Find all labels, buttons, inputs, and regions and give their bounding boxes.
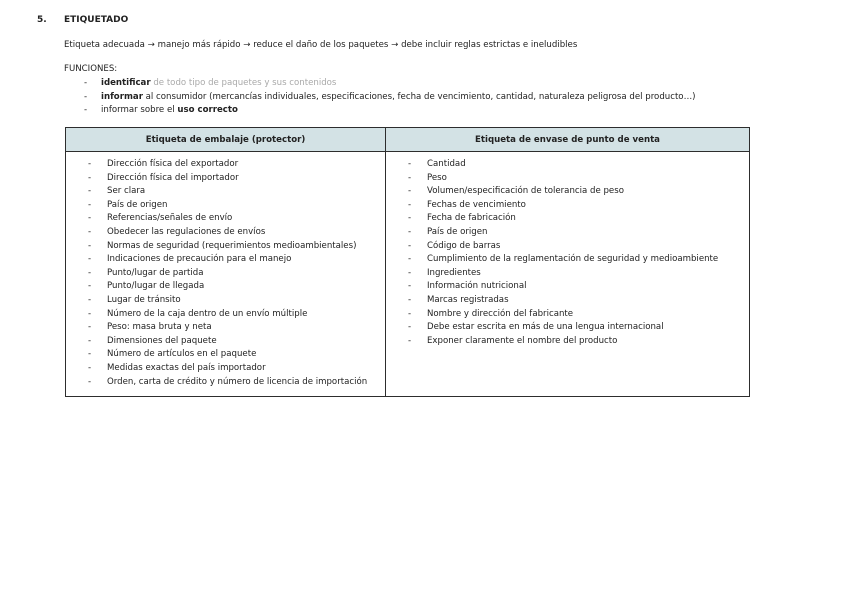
- list-item: [88, 253, 385, 267]
- list-item: [408, 212, 749, 226]
- list-item: [88, 185, 385, 199]
- embalaje-cell: [66, 152, 386, 397]
- list-item: [408, 294, 749, 308]
- list-item: [408, 253, 749, 267]
- item-text: Peso: [427, 172, 447, 183]
- item-text: Nombre y dirección del fabricante: [427, 308, 574, 319]
- list-item: [408, 280, 749, 294]
- item-keyword: uso correcto: [177, 105, 238, 115]
- funciones-label: FUNCIONES:: [64, 64, 118, 74]
- list-item: [408, 240, 749, 254]
- envase-cell: [386, 152, 750, 397]
- item-text: Ingredientes: [427, 267, 481, 278]
- bullet-dash: -: [88, 335, 92, 346]
- bullet-dash: -: [408, 186, 412, 197]
- bullet-dash: -: [408, 294, 412, 305]
- bullet-dash: -: [84, 91, 88, 102]
- item-text: al consumidor (mercancías individuales, especificaciones, fecha de vencimiento, cantidad, naturaleza peligrosa del producto…): [142, 91, 696, 102]
- table-header-row: [66, 128, 750, 152]
- list-item: [88, 199, 385, 213]
- bullet-dash: -: [408, 199, 412, 210]
- bullet-dash: -: [408, 322, 412, 333]
- list-item: [88, 212, 385, 226]
- item-text: Indicaciones de precaución para el manejo: [107, 254, 292, 265]
- table-row: [66, 152, 750, 397]
- item-text: Dirección física del exportador: [107, 159, 239, 169]
- bullet-dash: -: [88, 213, 92, 224]
- item-text: Cantidad: [427, 159, 466, 169]
- item-text: Cumplimiento de la reglamentación de seguridad y medioambiente: [427, 254, 719, 265]
- bullet-dash: -: [84, 78, 88, 88]
- bullet-dash: -: [408, 267, 412, 278]
- section-title: ETIQUETADO: [64, 15, 129, 25]
- header-envase: Etiqueta de envase de punto de venta: [386, 128, 750, 152]
- list-item: [408, 321, 749, 335]
- list-item: [408, 335, 749, 349]
- bullet-dash: -: [88, 308, 92, 319]
- bullet-dash: -: [408, 254, 412, 265]
- envase-list: [386, 158, 749, 348]
- summary-text: Etiqueta adecuada → manejo más rápido → reduce el daño de los paquetes → debe incluir reglas estrictas e ineludibles: [64, 40, 578, 50]
- funciones-list: [84, 77, 696, 118]
- bullet-dash: -: [408, 159, 412, 169]
- bullet-dash: -: [88, 172, 92, 183]
- list-item: [88, 335, 385, 349]
- item-text: Dirección física del importador: [107, 172, 239, 183]
- embalaje-list: [66, 158, 385, 389]
- list-item: [88, 348, 385, 362]
- bullet-dash: -: [88, 199, 92, 210]
- item-text: Obedecer las regulaciones de envíos: [107, 226, 266, 237]
- list-item: [408, 199, 749, 213]
- list-item: [88, 226, 385, 240]
- list-item: [88, 158, 385, 172]
- item-text: Dimensiones del paquete: [107, 335, 217, 346]
- item-text: Volumen/especificación de tolerancia de peso: [427, 186, 624, 197]
- item-text: Peso: masa bruta y neta: [107, 322, 212, 333]
- item-text: Medidas exactas del país importador: [107, 362, 266, 373]
- item-text: Lugar de tránsito: [107, 294, 181, 305]
- bullet-dash: -: [408, 213, 412, 224]
- bullet-dash: -: [88, 226, 92, 237]
- list-item: [88, 376, 385, 390]
- bullet-dash: -: [88, 254, 92, 265]
- bullet-dash: -: [408, 335, 412, 346]
- item-text: Normas de seguridad (requerimientos medioambientales): [107, 240, 357, 251]
- list-item: [88, 362, 385, 376]
- list-item: [88, 240, 385, 254]
- list-item: [408, 185, 749, 199]
- item-keyword: identificar: [101, 78, 151, 88]
- item-text: Debe estar escrita en más de una lengua internacional: [427, 322, 664, 333]
- item-text: Fechas de vencimiento: [427, 199, 526, 210]
- bullet-dash: -: [84, 105, 88, 115]
- item-text: Código de barras: [427, 240, 501, 251]
- section-heading: [37, 15, 128, 25]
- item-text: Ser clara: [107, 186, 146, 197]
- list-item: [84, 104, 696, 118]
- item-keyword: informar: [101, 91, 143, 102]
- item-text: Fecha de fabricación: [427, 213, 516, 224]
- bullet-dash: -: [408, 281, 412, 292]
- item-text: informar sobre el: [101, 105, 178, 115]
- bullet-dash: -: [408, 226, 412, 237]
- item-text: Referencias/señales de envío: [107, 213, 233, 224]
- bullet-dash: -: [88, 159, 92, 169]
- list-item: [84, 77, 696, 91]
- item-text: de todo tipo de paquetes y sus contenidos: [150, 78, 337, 88]
- bullet-dash: -: [88, 376, 92, 387]
- bullet-dash: -: [408, 308, 412, 319]
- list-item: [408, 158, 749, 172]
- item-text: Punto/lugar de llegada: [107, 281, 205, 292]
- item-text: País de origen: [427, 226, 488, 237]
- bullet-dash: -: [88, 322, 92, 333]
- bullet-dash: -: [88, 362, 92, 373]
- item-text: Punto/lugar de partida: [107, 267, 204, 278]
- section-number: 5.: [37, 15, 47, 25]
- item-text: Marcas registradas: [427, 294, 509, 305]
- item-text: Información nutricional: [427, 281, 527, 292]
- list-item: [88, 280, 385, 294]
- bullet-dash: -: [88, 349, 92, 360]
- list-item: [88, 308, 385, 322]
- item-text: Exponer claramente el nombre del producto: [427, 335, 618, 346]
- labels-table: [65, 127, 750, 397]
- item-text: País de origen: [107, 199, 168, 210]
- list-item: [408, 308, 749, 322]
- bullet-dash: -: [88, 186, 92, 197]
- bullet-dash: -: [88, 294, 92, 305]
- list-item: [408, 267, 749, 281]
- item-text: Orden, carta de crédito y número de licencia de importación: [107, 376, 368, 387]
- item-text: Número de la caja dentro de un envío múltiple: [107, 308, 308, 319]
- item-text: Número de artículos en el paquete: [107, 349, 257, 360]
- header-embalaje: Etiqueta de embalaje (protector): [66, 128, 386, 152]
- bullet-dash: -: [88, 267, 92, 278]
- list-item: [88, 267, 385, 281]
- list-item: [88, 294, 385, 308]
- list-item: [408, 226, 749, 240]
- list-item: [88, 321, 385, 335]
- list-item: [88, 172, 385, 186]
- bullet-dash: -: [408, 240, 412, 251]
- bullet-dash: -: [88, 281, 92, 292]
- bullet-dash: -: [408, 172, 412, 183]
- list-item: [84, 91, 696, 105]
- list-item: [408, 172, 749, 186]
- bullet-dash: -: [88, 240, 92, 251]
